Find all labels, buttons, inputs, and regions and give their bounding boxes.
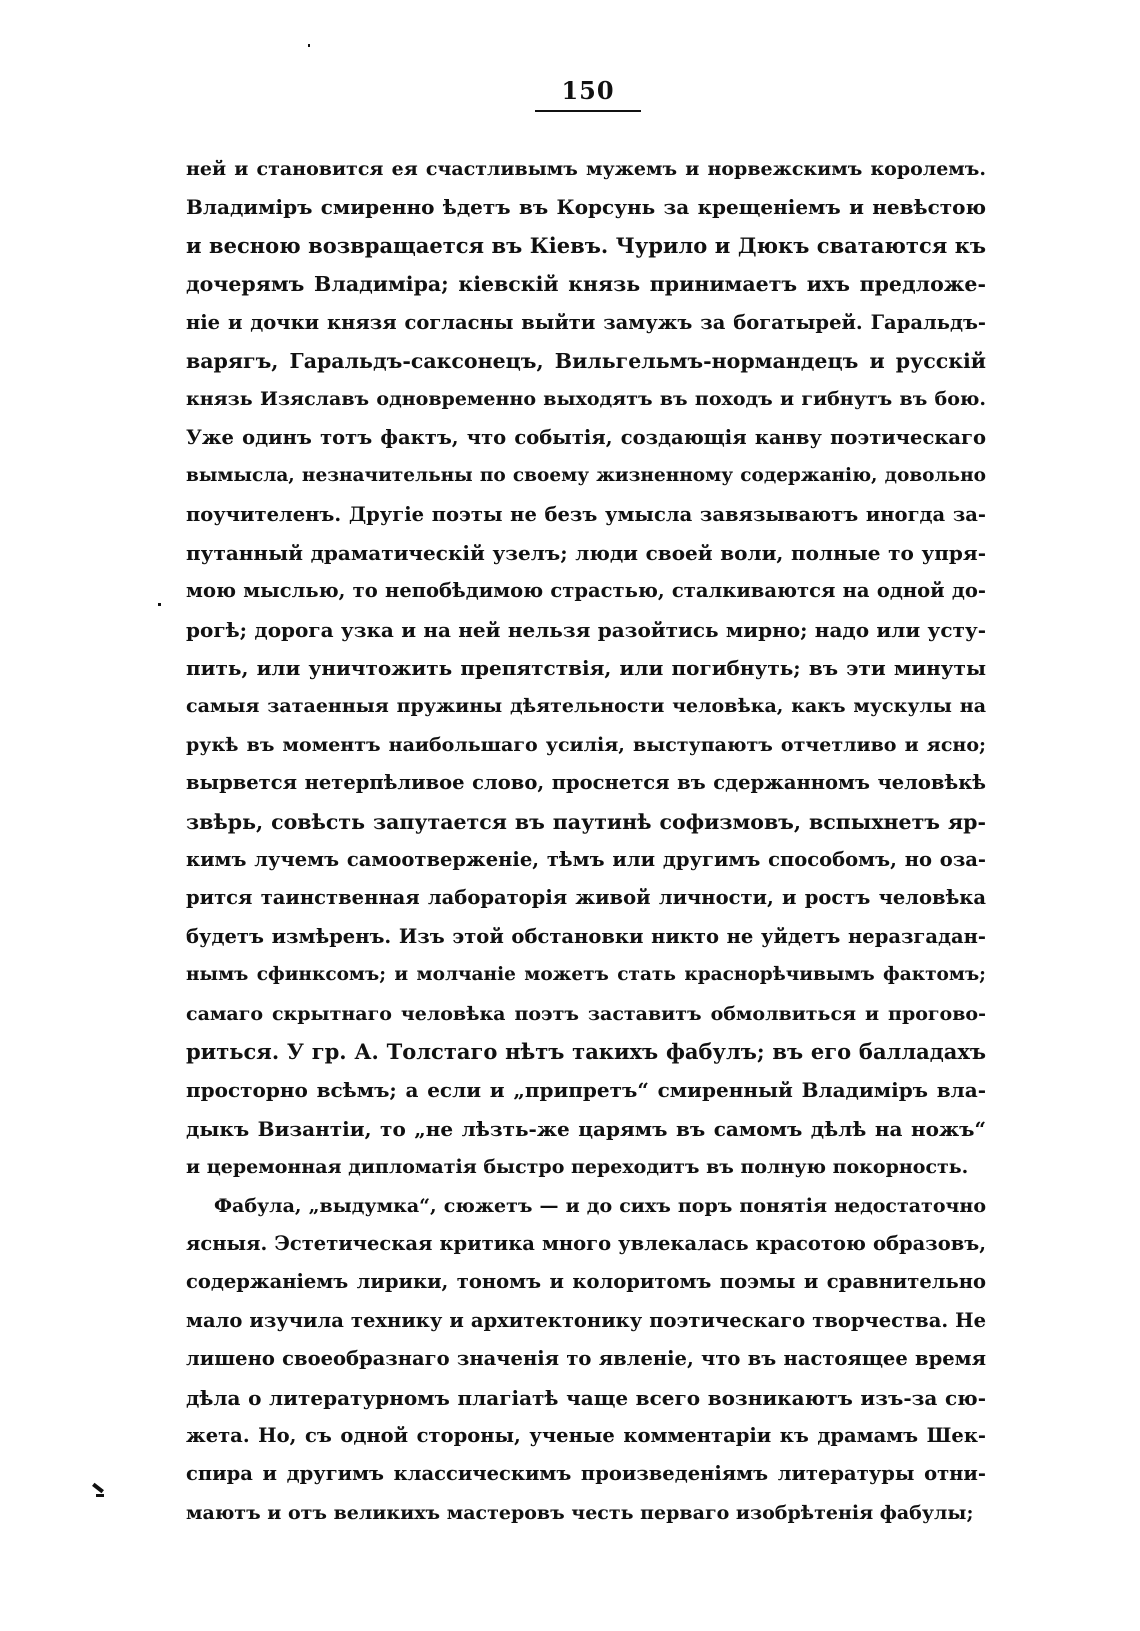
text-line: Владиміръ смиренно ѣдетъ въ Корсунь за крещеніемъ и невѣстою: [186, 195, 986, 220]
text-line: варягъ, Гаральдъ-саксонецъ, Вильгельмъ-нормандецъ и русскій: [186, 348, 986, 373]
scan-speck: [158, 603, 161, 606]
text-line: мою мыслью, то непобѣдимою страстью, сталкиваются на одной до-: [186, 579, 986, 603]
text-line: ней и становится ея счастливымъ мужемъ и норвежскимъ королемъ.: [186, 158, 986, 180]
text-line: самаго скрытнаго человѣка поэтъ заставитъ обмолвиться и прогово-: [186, 1002, 986, 1025]
text-line: мало изучила технику и архитектонику поэтическаго творчества. Не: [186, 1308, 986, 1332]
text-line: князь Изяславъ одновременно выходятъ въ походъ и гибнутъ въ бою.: [186, 388, 986, 411]
text-line: будетъ измѣренъ. Изъ этой обстановки никто не уйдетъ неразгадан-: [186, 924, 986, 948]
paragraph-2: [186, 1187, 986, 1533]
page-number: 150: [561, 76, 615, 105]
text-line: просторно всѣмъ; а если и „припретъ“ смиренный Владиміръ вла-: [186, 1078, 986, 1103]
text-line: жета. Но, съ одной стороны, ученые комментаріи къ драмамъ Шек-: [186, 1423, 986, 1447]
scan-speck: [92, 1483, 104, 1494]
text-line: риться. У гр. А. Толстаго нѣтъ такихъ фабулъ; въ его балладахъ: [186, 1038, 986, 1064]
scan-speck: [96, 1494, 104, 1497]
text-line: рогѣ; дорога узка и на ней нельзя разойтись мирно; надо или усту-: [186, 617, 986, 642]
text-line: и церемонная дипломатія быстро переходитъ въ полную покорность.: [186, 1156, 969, 1179]
text-line: поучителенъ. Другіе поэты не безъ умысла завязываютъ иногда за-: [186, 502, 986, 526]
text-line: дочерямъ Владиміра; кіевскій князь принимаетъ ихъ предложе-: [186, 272, 986, 297]
text-line: Фабула, „выдумка“, сюжетъ — и до сихъ поръ понятія недостаточно: [214, 1194, 986, 1217]
text-line: звѣрь, совѣсть запутается въ паутинѣ софизмовъ, вспыхнетъ яр-: [186, 809, 986, 834]
text-line: рукѣ въ моментъ наибольшаго усилія, выступаютъ отчетливо и ясно;: [186, 733, 986, 756]
text-line: содержаніемъ лирики, тономъ и колоритомъ поэмы и сравнительно: [186, 1270, 986, 1294]
text-line: спира и другимъ классическимъ произведеніямъ литературы отни-: [186, 1462, 986, 1486]
page-number-underline: [535, 110, 641, 112]
text-line: пить, или уничтожить препятствія, или погибнуть; въ эти минуты: [186, 656, 986, 681]
text-line: вырвется нетерпѣливое слово, проснется въ сдержанномъ человѣкѣ: [186, 771, 986, 795]
text-line: Уже одинъ тотъ фактъ, что событія, создающія канву поэтическаго: [186, 425, 986, 449]
text-line: вымысла, незначительны по своему жизненному содержанію, довольно: [186, 465, 986, 487]
paragraph-1: [186, 150, 986, 1187]
text-line: путанный драматическій узелъ; люди своей воли, полные то упря-: [186, 540, 986, 565]
text-line: ніе и дочки князя согласны выйти замужъ за богатырей. Гаральдъ-: [186, 310, 986, 334]
scan-speck: [308, 44, 310, 47]
text-line: дыкъ Византіи, то „не лѣзть-же царямъ въ самомъ дѣлѣ на ножъ“: [186, 1116, 986, 1141]
text-line: кимъ лучемъ самоотверженіе, тѣмъ или другимъ способомъ, но оза-: [186, 848, 986, 872]
text-line: ясныя. Эстетическая критика много увлекалась красотою образовъ,: [186, 1231, 986, 1255]
text-line: самыя затаенныя пружины дѣятельности человѣка, какъ мускулы на: [186, 695, 986, 718]
text-line: дѣла о литературномъ плагіатѣ чаще всего возникаютъ изъ-за сю-: [186, 1385, 986, 1410]
text-line: рится таинственная лабораторія живой личности, и ростъ человѣка: [186, 886, 986, 910]
text-line: маютъ и отъ великихъ мастеровъ честь перваго изобрѣтенія фабулы;: [186, 1501, 974, 1524]
text-line: нымъ сфинксомъ; и молчаніе можетъ стать краснорѣчивымъ фактомъ;: [186, 964, 986, 986]
body-text: [186, 150, 986, 1532]
text-line: и весною возвращается въ Кіевъ. Чурило и Дюкъ сватаются къ: [186, 232, 986, 258]
text-line: лишено своеобразнаго значенія то явленіе, что въ настоящее время: [186, 1347, 986, 1371]
